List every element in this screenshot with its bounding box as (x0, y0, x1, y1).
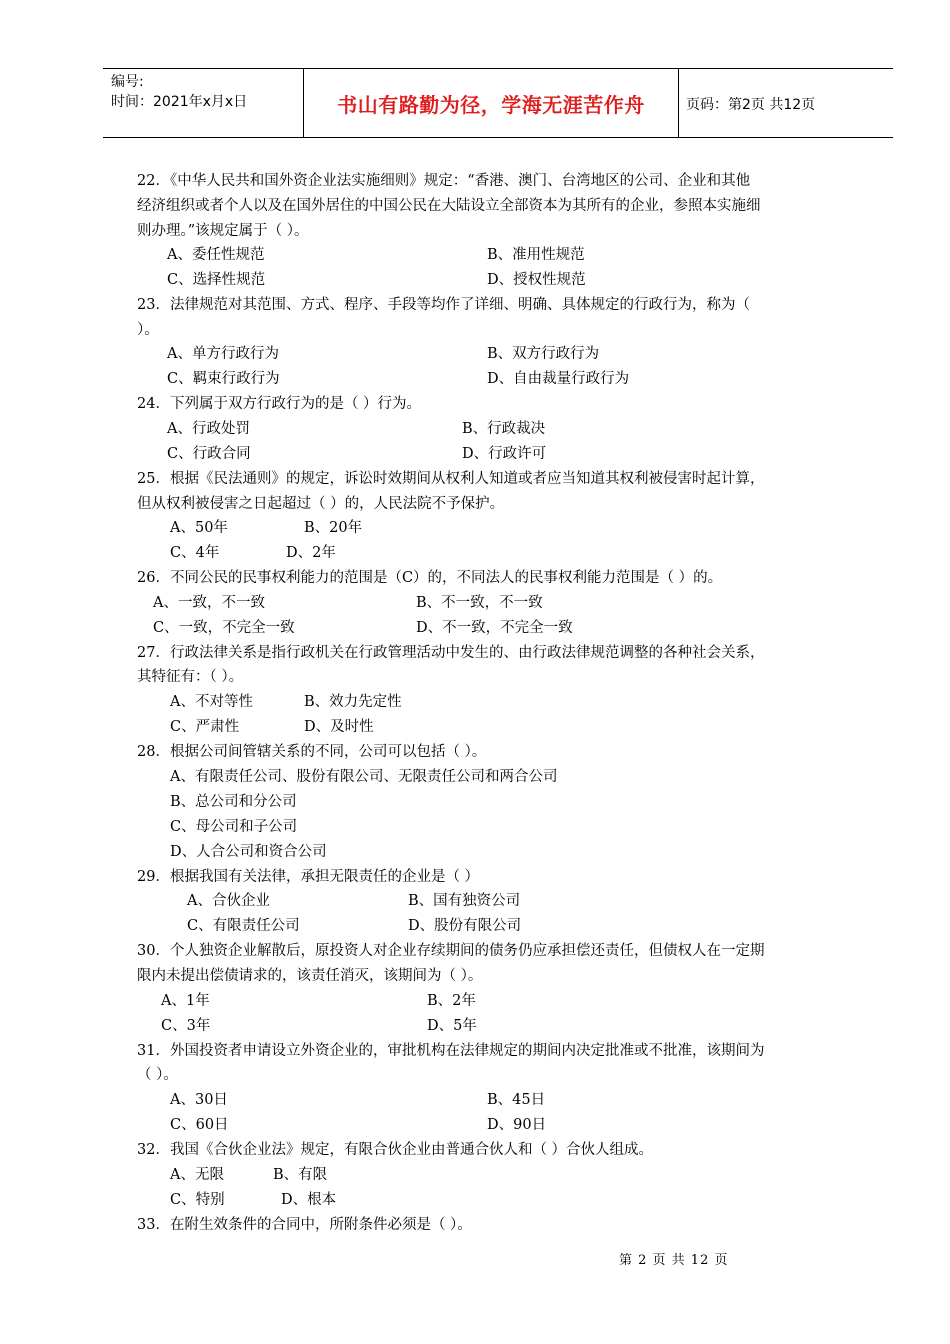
question-28-text: 28．根据公司间管辖关系的不同，公司可以包括（ ）。 (137, 744, 487, 760)
document-time-label: 时间：2021年x月x日 (111, 94, 248, 110)
question-23-option-c: C、羁束行政行为 (167, 371, 280, 387)
question-29-option-a: A、合伙企业 (187, 893, 270, 909)
question-23-text: ）。 (137, 322, 159, 338)
header-motto: 书山有路勤为径，学海无涯苦作舟 (337, 93, 645, 117)
question-27-option-a: A、不对等性 (170, 694, 253, 710)
question-31-option-b: B、45日 (487, 1092, 546, 1108)
question-29-text: 29．根据我国有关法律，承担无限责任的企业是（ ） (137, 869, 480, 885)
question-23-option-d: D、自由裁量行政行为 (487, 371, 630, 387)
question-32-option-a: A、无限 (170, 1167, 224, 1183)
question-24-option-b: B、行政裁决 (462, 421, 546, 437)
question-22-text: 则办理。”该规定属于（ ）。 (137, 223, 309, 239)
question-27-text: 27．行政法律关系是指行政机关在行政管理活动中发生的、由行政法律规范调整的各种社会关系， (137, 645, 765, 661)
question-30-option-a: A、1年 (161, 993, 210, 1009)
question-30-text: 限内未提出偿债请求的，该责任消灭，该期间为（ ）。 (137, 968, 483, 984)
question-27-option-d: D、及时性 (304, 719, 374, 735)
header-page-cell (678, 69, 893, 137)
question-25-option-b: B、20年 (304, 520, 363, 536)
question-31-option-a: A、30日 (170, 1092, 228, 1108)
question-23-option-a: A、单方行政行为 (167, 346, 279, 362)
question-26-option-a: A、一致，不一致 (153, 595, 265, 611)
question-25-text: 但从权利被侵害之日起超过（ ）的，人民法院不予保护。 (137, 496, 505, 512)
question-29-option-d: D、股份有限公司 (408, 918, 522, 934)
question-22-option-a: A、委任性规范 (167, 247, 265, 263)
question-23-text: 23．法律规范对其范围、方式、程序、手段等均作了详细、明确、具体规定的行政行为，称为（ (137, 297, 750, 313)
question-25-option-a: A、50年 (170, 520, 228, 536)
question-22-option-b: B、准用性规范 (487, 247, 585, 263)
question-26-option-c: C、一致，不完全一致 (153, 620, 295, 636)
question-30-option-b: B、2年 (427, 993, 476, 1009)
page-footer: 第 2 页 共 12 页 (619, 1253, 729, 1268)
question-30-option-c: C、3年 (161, 1018, 211, 1034)
question-32-option-b: B、有限 (273, 1167, 328, 1183)
question-25-option-d: D、2年 (286, 545, 336, 561)
question-24-text: 24．下列属于双方行政行为的是（ ）行为。 (137, 396, 422, 412)
question-22-option-d: D、授权性规范 (487, 272, 586, 288)
question-28-option-d: D、人合公司和资合公司 (170, 844, 327, 860)
question-28-option-c: C、母公司和子公司 (170, 819, 298, 835)
question-32-option-c: C、特别 (170, 1192, 225, 1208)
question-31-text: 31．外国投资者申请设立外资企业的，审批机构在法律规定的期间内决定批准或不批准，该期间为 (137, 1043, 765, 1059)
question-33-text: 33．在附生效条件的合同中，所附条件必须是（ ）。 (137, 1217, 472, 1233)
question-27-text: 其特征有：（ ）。 (137, 669, 244, 685)
question-22-text: 经济组织或者个人以及在国外居住的中国公民在大陆设立全部资本为其所有的企业，参照本实施细 (137, 198, 761, 214)
question-22-text: 22．《中华人民共和国外资企业法实施细则》规定：“香港、澳门、台湾地区的公司、企业和其他 (137, 173, 751, 189)
question-30-text: 30．个人独资企业解散后，原投资人对企业存续期间的债务仍应承担偿还责任，但债权人在一定期 (137, 943, 765, 959)
question-23-option-b: B、双方行政行为 (487, 346, 600, 362)
question-29-option-b: B、国有独资公司 (408, 893, 521, 909)
question-31-option-c: C、60日 (170, 1117, 229, 1133)
question-26-option-b: B、不一致，不一致 (416, 595, 543, 611)
question-22-option-c: C、选择性规范 (167, 272, 266, 288)
question-31-option-d: D、90日 (487, 1117, 547, 1133)
question-24-option-a: A、行政处罚 (167, 421, 250, 437)
question-27-option-c: C、严肃性 (170, 719, 240, 735)
question-29-option-c: C、有限责任公司 (187, 918, 300, 934)
header-page-number: 页码：第2页 共12页 (686, 97, 816, 113)
question-28-option-a: A、有限责任公司、股份有限公司、无限责任公司和两合公司 (170, 769, 558, 785)
question-25-option-c: C、4年 (170, 545, 220, 561)
question-32-text: 32．我国《合伙企业法》规定，有限合伙企业由普通合伙人和（ ）合伙人组成。 (137, 1142, 654, 1158)
question-28-option-b: B、总公司和分公司 (170, 794, 297, 810)
question-31-text: （ ）。 (137, 1067, 178, 1083)
document-number-label: 编号: (111, 74, 144, 90)
question-24-option-c: C、行政合同 (167, 446, 251, 462)
page-header (103, 68, 893, 138)
question-32-option-d: D、根本 (281, 1192, 337, 1208)
question-30-option-d: D、5年 (427, 1018, 477, 1034)
header-meta-cell (103, 69, 303, 137)
question-26-text: 26．不同公民的民事权利能力的范围是（C）的，不同法人的民事权利能力范围是（ ）的。 (137, 570, 723, 586)
question-25-text: 25．根据《民法通则》的规定，诉讼时效期间从权利人知道或者应当知道其权利被侵害时起计算， (137, 471, 765, 487)
question-24-option-d: D、行政许可 (462, 446, 547, 462)
question-26-option-d: D、不一致，不完全一致 (416, 620, 573, 636)
header-motto-cell (303, 69, 679, 137)
question-27-option-b: B、效力先定性 (304, 694, 402, 710)
